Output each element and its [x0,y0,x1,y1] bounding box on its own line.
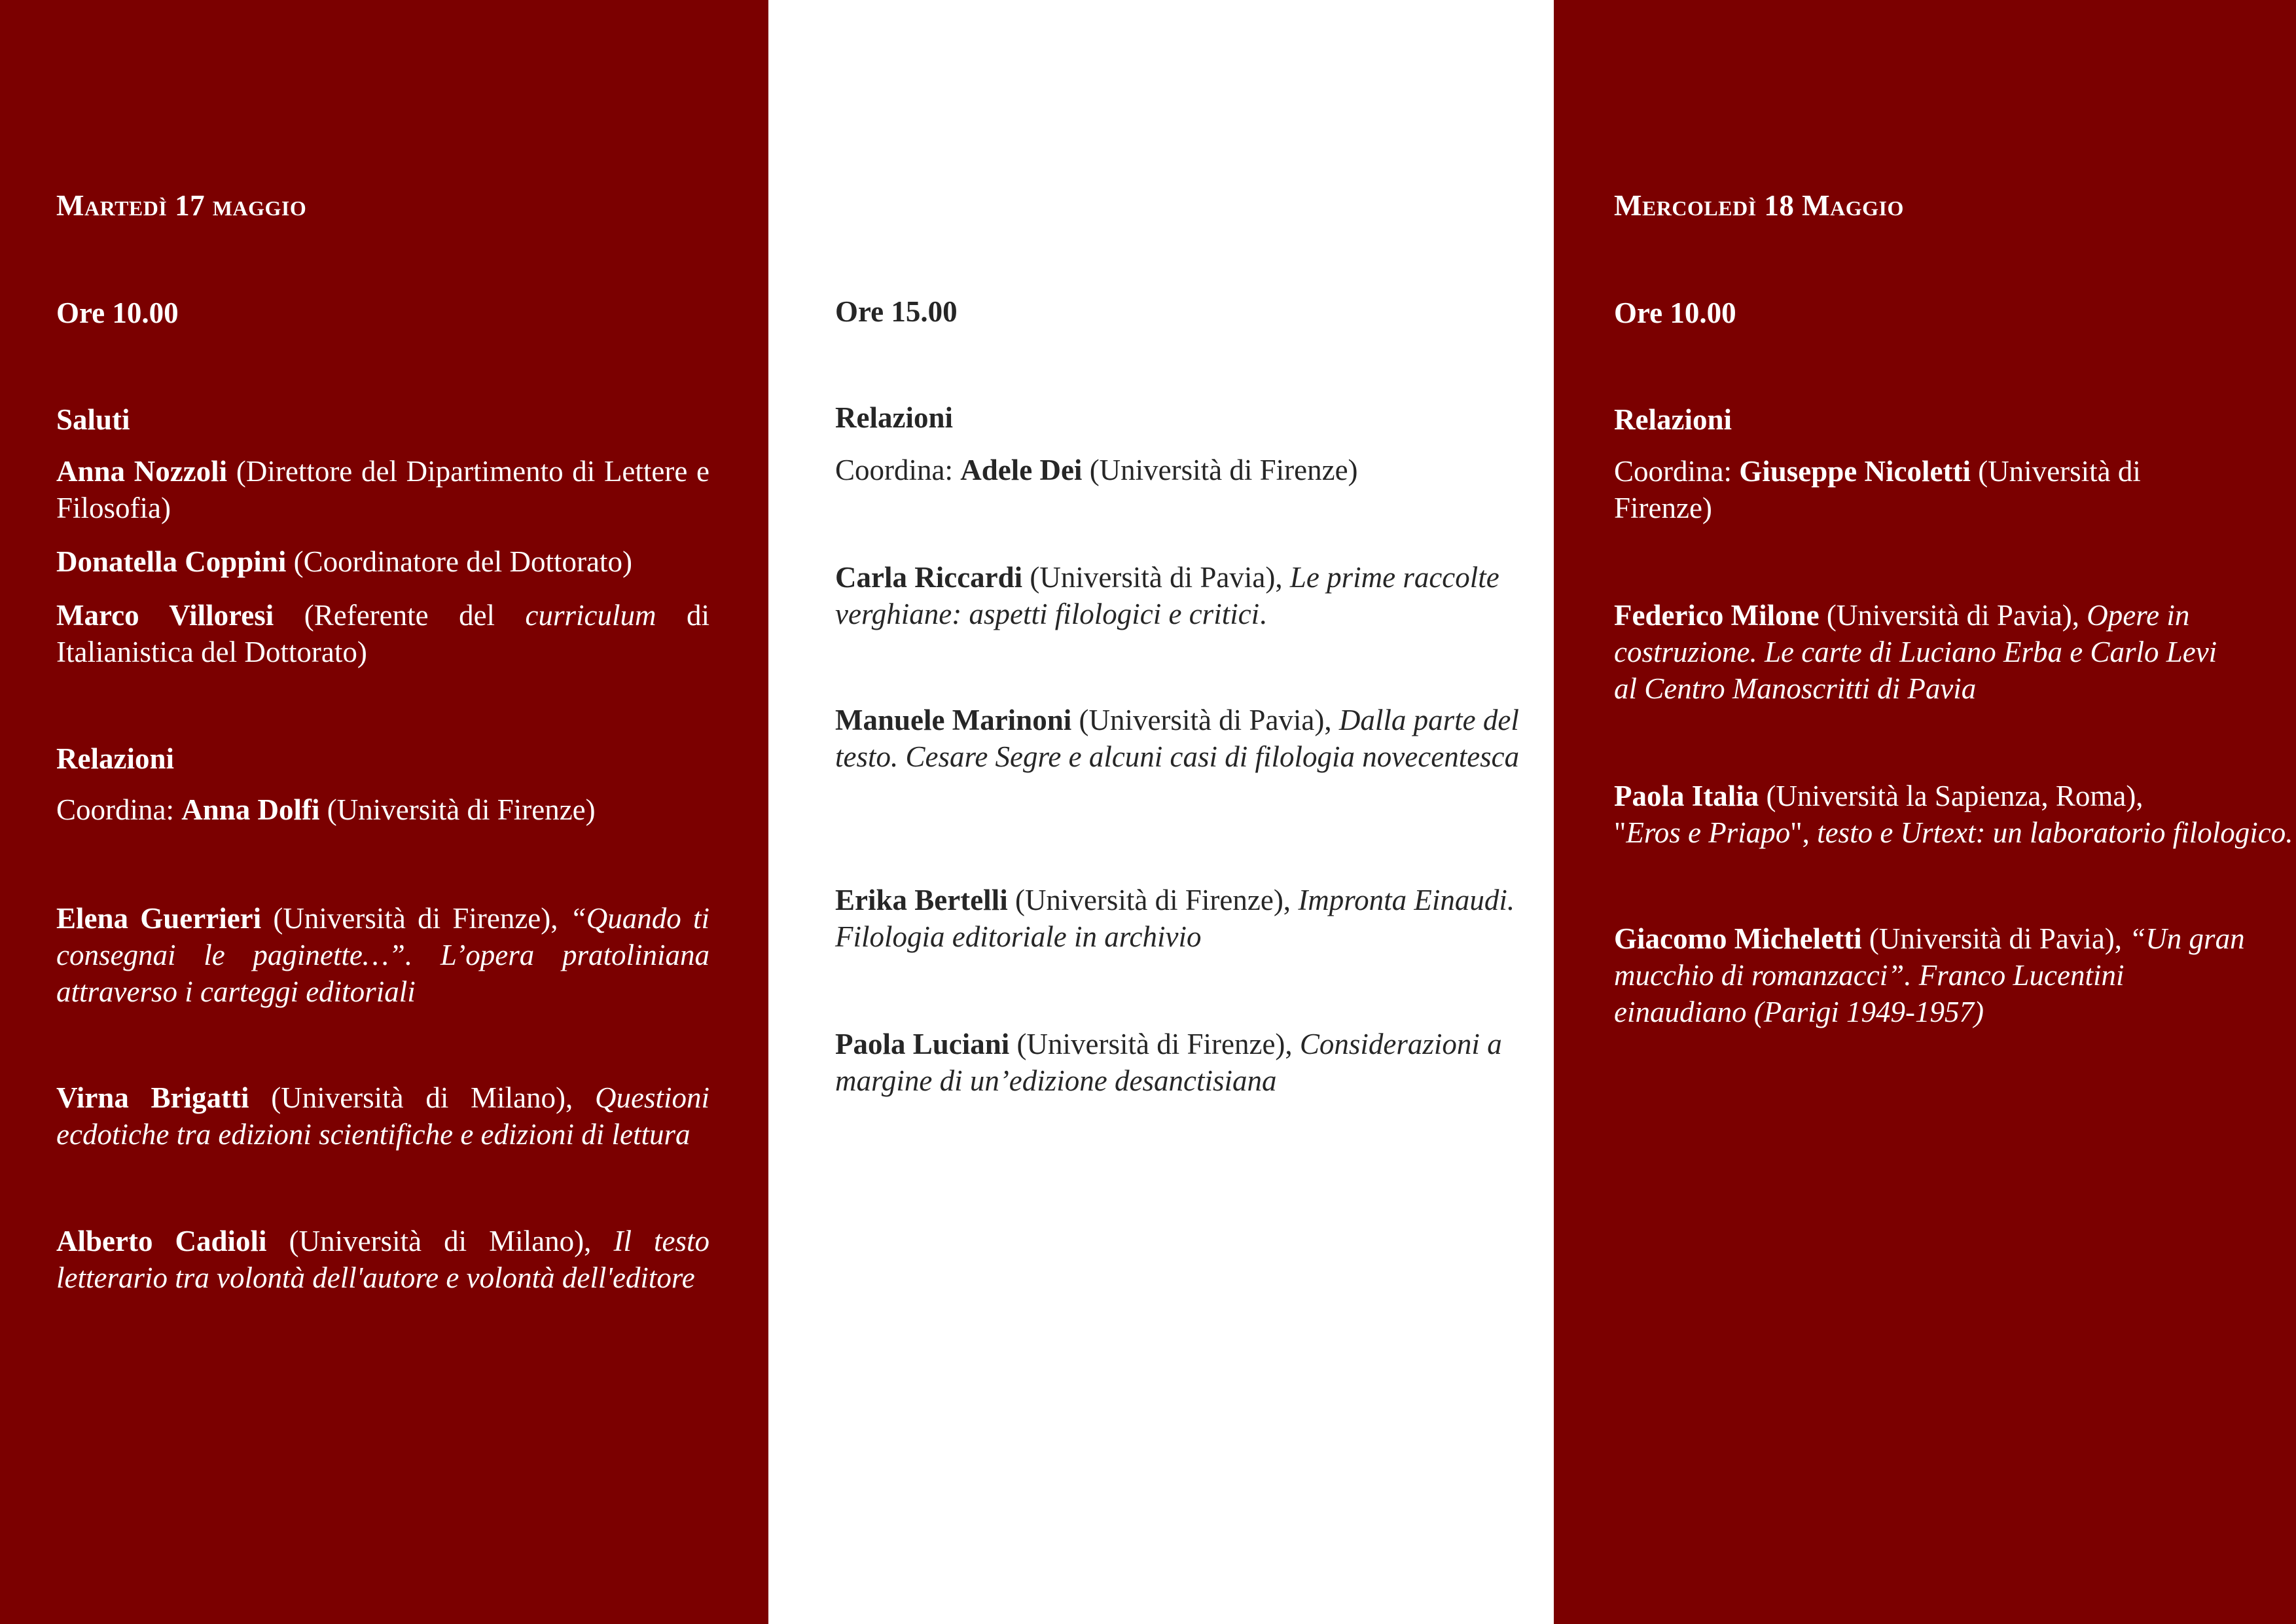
saluti-item-2 [56,543,709,580]
talk-item [1614,597,2242,707]
talk-affiliation: (Università di Firenze), [1009,1028,1300,1060]
talk-speaker: Federico Milone [1614,599,1820,632]
coordina-line [1614,453,2203,526]
coordina-label: Coordina: [835,454,961,486]
talk-affiliation: (Università di Pavia), [1819,599,2087,632]
talk-quote-close: ", [1790,816,1818,849]
talk-affiliation: (Università di Pavia), [1861,922,2130,955]
talk-title: Le prime raccolte verghiane: aspetti filologici e critici [835,561,1499,630]
saluti-item-1 [56,453,709,526]
talk-title: Opere in costruzione. Le carte di Luciano Erba e Carlo Levi al Centro Manoscritti di Pavia [1614,599,2217,705]
talk-title: “Un gran mucchio di romanzacci”. Franco Lucentini einaudiano (Parigi 1949-1957) [1614,922,2245,1028]
talk-title: Considerazioni a margine di un’edizione desanctisiana [835,1028,1502,1097]
talk-item [1614,778,2295,851]
time-label-afternoon: Ore 15.00 [835,295,958,328]
talk-speaker: Alberto Cadioli [56,1225,267,1257]
talk-item [835,882,1562,955]
talk-affiliation: (Università di Pavia), [1022,561,1290,594]
relazioni-heading: Relazioni [1614,403,1732,436]
right-panel [1554,0,2296,1624]
speaker-role: (Coordinatore del Dottorato) [286,545,632,578]
speaker-role: (Direttore del Dipartimento di Lettere e Filosofia) [56,455,709,524]
talk-item [56,1079,709,1153]
talk-speaker: Erika Bertelli [835,884,1008,916]
speaker-role-end: di Italianistica del Dottorato) [56,599,710,668]
talk-title: “Quando ti consegnai le paginette…”. L’opera pratoliniana attraverso i carteggi editoriali [56,902,710,1008]
saluti-heading: Saluti [56,403,130,436]
coordinator-affiliation: (Università di Firenze) [1082,454,1358,486]
time-label-morning: Ore 10.00 [1614,297,1736,329]
saluti-item-3 [56,597,709,670]
coordinator-name: Adele Dei [960,454,1083,486]
speaker-name: Marco Villoresi [56,599,274,632]
talk-item [835,702,1562,775]
talk-item [56,900,709,1010]
talk-affiliation: (Università di Firenze), [261,902,570,935]
talk-item [835,559,1562,632]
talk-affiliation: (Università di Firenze), [1007,884,1299,916]
coordinator-affiliation: (Università di Firenze) [1614,455,2141,524]
talk-affiliation: (Università di Milano), [249,1081,595,1114]
talk-title-cont: testo e Urtext: un laboratorio filologico. [1817,816,2293,849]
talk-speaker: Paola Luciani [835,1028,1010,1060]
talk-affiliation: (Università di Milano), [266,1225,614,1257]
coordina-label: Coordina: [56,793,182,826]
talk-speaker: Giacomo Micheletti [1614,922,1862,955]
talk-speaker: Virna Brigatti [56,1081,249,1114]
talk-title: Il testo letterario tra volontà dell'autore e volontà dell'editore [56,1225,710,1294]
speaker-role-italic: curriculum [525,599,656,632]
coordinator-affiliation: (Università di Firenze) [319,793,596,826]
relazioni-heading: Relazioni [56,742,174,775]
talk-speaker: Manuele Marinoni [835,704,1072,736]
talk-affiliation: (Università la Sapienza, Roma), [1759,780,2144,812]
talk-title: Impronta Einaudi. Filologia editoriale in archivio [835,884,1515,953]
talk-title: Questioni ecdotiche tra edizioni scientifiche e edizioni di lettura [56,1081,709,1151]
talk-item [1614,920,2255,1030]
talk-quote-open: " [1614,816,1626,849]
coordina-line [56,791,709,828]
day-heading-tuesday: Martedì 17 maggio [56,189,307,222]
speaker-name: Anna Nozzoli [56,455,228,488]
talk-speaker: Elena Guerrieri [56,902,262,935]
middle-panel [768,0,1554,1624]
coordina-label: Coordina: [1614,455,1740,488]
left-panel [0,0,768,1624]
coordinator-name: Anna Dolfi [181,793,320,826]
talk-item [835,1026,1562,1099]
relazioni-heading: Relazioni [835,401,953,434]
speaker-role: (Referente del [274,599,526,632]
talk-speaker: Paola Italia [1614,780,1759,812]
speaker-name: Donatella Coppini [56,545,287,578]
talk-title: Eros e Priapo [1626,816,1791,849]
coordina-line [835,452,1562,488]
time-label-morning: Ore 10.00 [56,297,179,329]
talk-affiliation: (Università di Pavia), [1071,704,1339,736]
coordinator-name: Giuseppe Nicoletti [1739,455,1971,488]
talk-speaker: Carla Riccardi [835,561,1023,594]
talk-end: . [1259,598,1267,630]
day-heading-wednesday: Mercoledì 18 Maggio [1614,189,1904,222]
talk-title: Dalla parte del testo. Cesare Segre e alcuni casi di filologia novecentesca [835,704,1520,773]
talk-item [56,1223,709,1296]
